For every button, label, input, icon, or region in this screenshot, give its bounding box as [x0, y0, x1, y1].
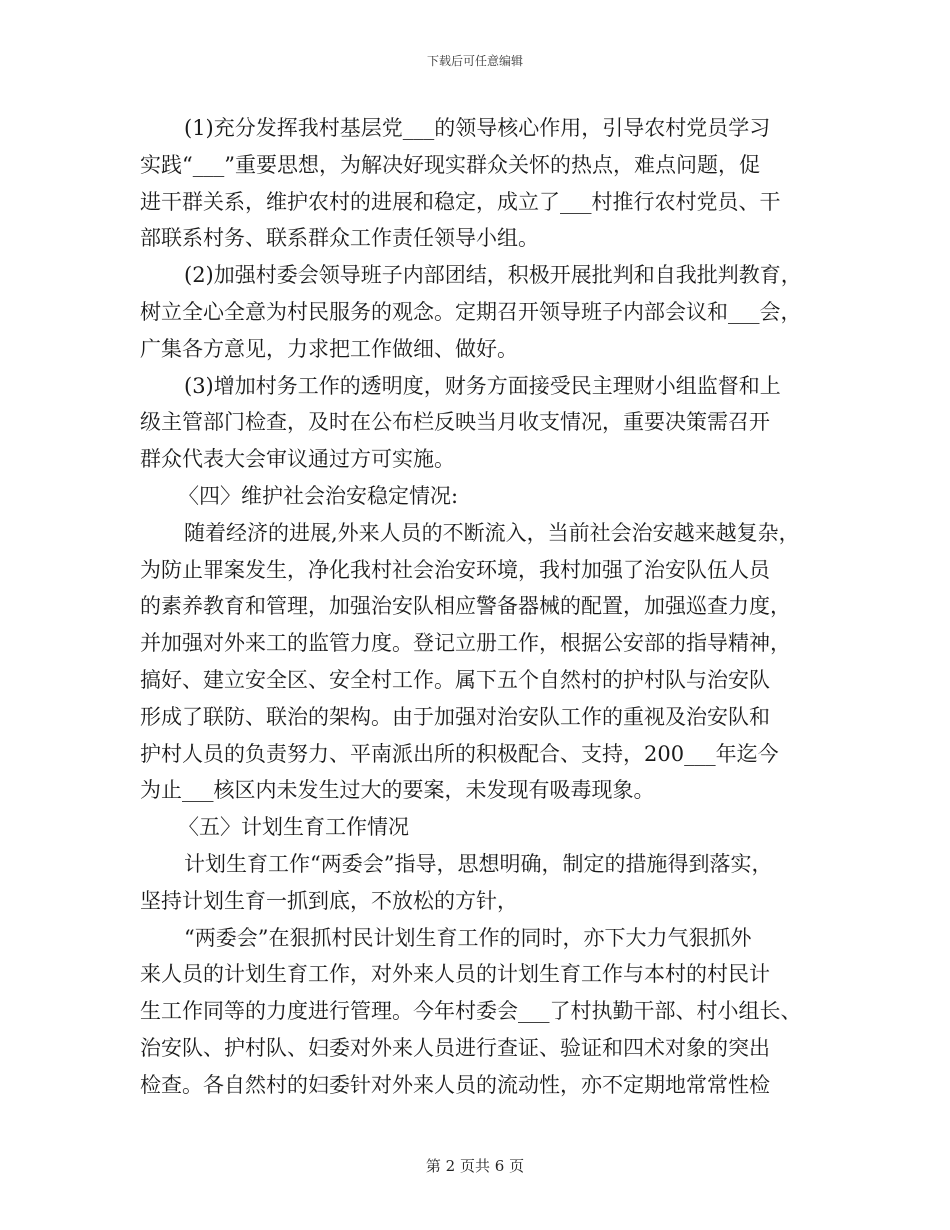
paragraph-4-line-7: 护村人员的负责努力、平南派出所的积极配合、支持，200___年迄今 [140, 741, 779, 766]
paragraph-1-line-3: 进干群关系，维护农村的进展和稳定，成立了___村推行农村党员、干 [140, 189, 781, 214]
paragraph-2-line-2: 树立全心全意为村民服务的观念。定期召开领导班子内部会议和___会， [140, 299, 802, 324]
page-footer: 第 2 页共 6 页 [425, 1157, 525, 1175]
paragraph-5-line-2: 坚持计划生育一抓到底，不放松的方针， [140, 888, 518, 913]
section-heading-5: 〈五〉计划生育工作情况 [178, 815, 409, 840]
paragraph-1-line-2: 实践“___”重要思想，为解决好现实群众关怀的热点，难点问题，促 [140, 152, 760, 177]
paragraph-6-line-3: 生工作同等的力度进行管理。今年村委会___了村执勤干部、村小组长、 [140, 999, 802, 1024]
paragraph-4-line-6: 形成了联防、联治的架构。由于加强对治安队工作的重视及治安队和 [140, 704, 770, 729]
paragraph-6-line-2: 来人员的计划生育工作，对外来人员的计划生育工作与本村的村民计 [140, 962, 770, 987]
paragraph-4-line-8: 为止___核区内未发生过大的要案，未发现有吸毒现象。 [140, 778, 655, 803]
section-heading-4: 〈四〉维护社会治安稳定情况: [178, 483, 459, 508]
paragraph-1-line-4: 部联系村务、联系群众工作责任领导小组。 [140, 226, 539, 251]
paragraph-5-line-1: 计划生育工作“两委会”指导，思想明确，制定的措施得到落实， [184, 851, 773, 876]
paragraph-4-line-2: 为防止罪案发生，净化我村社会治安环境，我村加强了治安队伍人员 [140, 557, 770, 582]
paragraph-4-line-3: 的素养教育和管理，加强治安队相应警备器械的配置，加强巡查力度， [140, 594, 791, 619]
paragraph-6-line-1: “两委会”在狠抓村民计划生育工作的同时，亦下大力气狠抓外 [184, 925, 752, 950]
paragraph-6-line-5: 检查。各自然村的妇委针对外来人员的流动性，亦不定期地常常性检 [140, 1072, 770, 1097]
paragraph-2-line-3: 广集各方意见，力求把工作做细、做好。 [140, 336, 518, 361]
paragraph-3-line-2: 级主管部门检查，及时在公布栏反映当月收支情况，重要决策需召开 [140, 410, 770, 435]
paragraph-2-line-1: (2)加强村委会领导班子内部团结，积极开展批判和自我批判教育， [184, 263, 802, 288]
page-header: 下载后可任意编辑 [426, 54, 523, 68]
paragraph-4-line-4: 并加强对外来工的监管力度。登记立册工作，根据公安部的指导精神， [140, 631, 791, 656]
paragraph-4-line-1: 随着经济的进展,外来人员的不断流入，当前社会治安越来越复杂， [184, 520, 800, 545]
paragraph-3-line-1: (3)增加村务工作的透明度，财务方面接受民主理财小组监督和上 [184, 373, 781, 398]
paragraph-1-line-1: (1)充分发挥我村基层党___的领导核心作用，引导农村党员学习 [184, 116, 771, 140]
paragraph-3-line-3: 群众代表大会审议通过方可实施。 [140, 447, 455, 472]
paragraph-4-line-5: 搞好、建立安全区、安全村工作。属下五个自然村的护村队与治安队 [140, 667, 770, 692]
document-body [140, 110, 830, 1104]
paragraph-6-line-4: 治安队、护村队、妇委对外来人员进行查证、验证和四术对象的突出 [140, 1035, 770, 1060]
